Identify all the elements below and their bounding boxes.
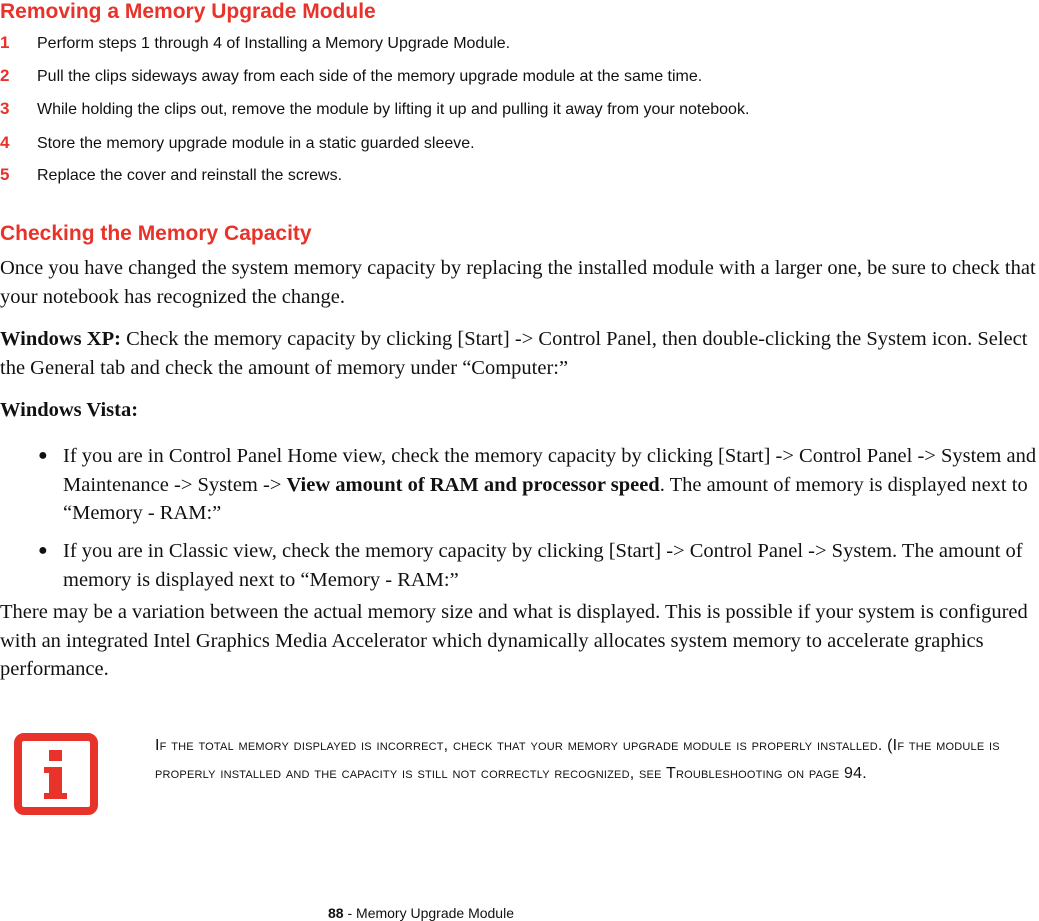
step-number: 4 bbox=[0, 133, 10, 152]
page-number: 88 bbox=[328, 905, 344, 921]
bullet-icon: ● bbox=[38, 447, 48, 464]
step-number: 3 bbox=[0, 99, 10, 118]
list-item bbox=[0, 98, 1000, 132]
bold-link-text: View amount of RAM and processor speed bbox=[286, 473, 660, 496]
step-text: While holding the clips out, remove the module by lifting it up and pulling it away from your notebook. bbox=[37, 101, 750, 118]
windows-xp-paragraph bbox=[0, 325, 1039, 382]
bullet-icon: ● bbox=[38, 542, 48, 559]
bullet-text: If you are in Control Panel Home view, check the memory capacity by clicking [Start] -> Control Panel -> System and Maintenance -> System -> View amount of RAM and processor speed. The amount of memory is displayed next to “Memory - RAM:” bbox=[63, 445, 1037, 524]
variation-paragraph: There may be a variation between the actual memory size and what is displayed. This is possible if your system is configured with an integrated Intel Graphics Media Accelerator which dynamically allocates system memory to accelerate graphics performance. bbox=[0, 601, 1028, 680]
step-text: Perform steps 1 through 4 of Installing a Memory Upgrade Module. bbox=[37, 35, 511, 52]
info-icon bbox=[14, 733, 98, 815]
windows-xp-label: Windows XP: bbox=[0, 328, 121, 350]
step-number: 1 bbox=[0, 33, 10, 52]
list-item bbox=[0, 132, 1000, 164]
list-item bbox=[0, 442, 1039, 528]
step-number: 5 bbox=[0, 165, 10, 184]
page-footer: 88 - Memory Upgrade Module bbox=[328, 905, 514, 921]
list-item bbox=[0, 32, 1000, 65]
section-heading-checking: Checking the Memory Capacity bbox=[0, 222, 312, 245]
intro-paragraph: Once you have changed the system memory capacity by replacing the installed module with a larger one, be sure to check that your notebook has recognized the change. bbox=[0, 257, 1036, 308]
bullet-text: If you are in Classic view, check the memory capacity by clicking [Start] -> Control Panel -> System. The amount of memory is displayed next to “Memory - RAM:” bbox=[63, 540, 1023, 591]
list-item bbox=[0, 65, 1000, 98]
list-item bbox=[0, 164, 1000, 196]
list-item bbox=[0, 537, 1039, 594]
section-heading-removing: Removing a Memory Upgrade Module bbox=[0, 0, 376, 23]
windows-xp-text: Check the memory capacity by clicking [Start] -> Control Panel, then double-clicking the System icon. Select the General tab and check the amount of memory under “Computer:” bbox=[0, 328, 1028, 379]
steps-list bbox=[0, 32, 1000, 196]
windows-vista-label: Windows Vista: bbox=[0, 399, 139, 421]
step-text: Store the memory upgrade module in a static guarded sleeve. bbox=[37, 135, 475, 152]
step-number: 2 bbox=[0, 66, 10, 85]
step-text: Pull the clips sideways away from each side of the memory upgrade module at the same time. bbox=[37, 68, 703, 85]
step-text: Replace the cover and reinstall the screws. bbox=[37, 167, 343, 184]
footer-title: Memory Upgrade Module bbox=[356, 905, 514, 921]
note-text: If the total memory displayed is incorrect, check that your memory upgrade module is properly installed. (If the module is properly installed and the capacity is still not correctly recognized, see Troubleshooting on page 94. bbox=[155, 737, 1000, 782]
